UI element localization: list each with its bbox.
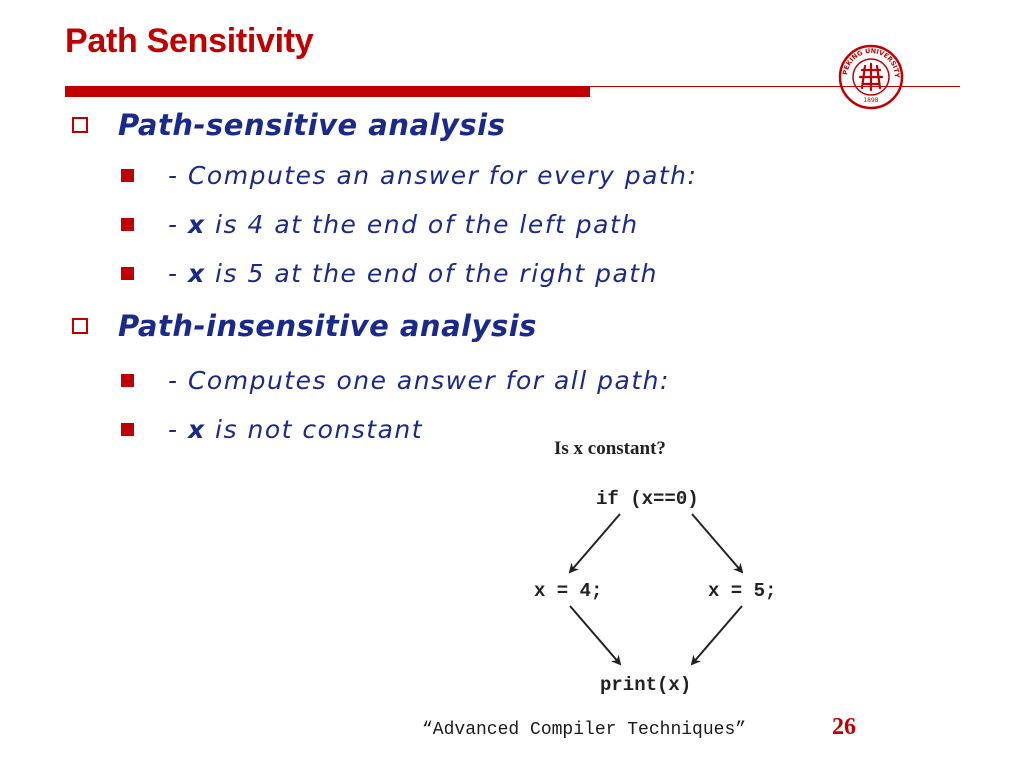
sub-bullet-text: is 5 at the end of the right path [205, 259, 658, 288]
filled-square-bullet-icon [121, 374, 134, 387]
if-statement: if (x==0) [596, 488, 699, 510]
filled-square-bullet-icon [121, 169, 134, 182]
print-statement: print(x) [600, 674, 692, 696]
university-seal-logo [838, 44, 904, 110]
bold-var: x [187, 210, 206, 239]
bullet-text: Path-sensitive analysis [118, 108, 506, 142]
page-number: 26 [832, 714, 856, 740]
title-underline-thick [65, 86, 590, 97]
arrow-right-to-print [692, 606, 742, 664]
hollow-square-bullet-icon [72, 318, 88, 334]
left-assignment: x = 4; [534, 580, 603, 602]
arrow-if-to-left [570, 514, 620, 572]
filled-square-bullet-icon [121, 423, 134, 436]
svg-text:1898: 1898 [863, 97, 879, 104]
svg-text:PEKING UNIVERSITY: PEKING UNIVERSITY [841, 46, 902, 78]
arrow-if-to-right [692, 514, 742, 572]
bullet-path-sensitive [72, 108, 505, 142]
title-underline-thin [590, 86, 960, 87]
dash: - [168, 210, 188, 239]
flow-arrows [520, 430, 820, 710]
sub-bullet-text: is 4 at the end of the left path [205, 210, 639, 239]
filled-square-bullet-icon [121, 218, 134, 231]
dash: - [168, 161, 188, 190]
dash: - [168, 366, 188, 395]
control-flow-figure [520, 430, 820, 710]
arrow-left-to-print [570, 606, 620, 664]
sub-bullet-text: Computes one answer for all path: [187, 366, 670, 395]
sub-bullet [121, 259, 658, 288]
sub-bullet [121, 366, 670, 395]
slide-title: Path Sensitivity [65, 22, 314, 60]
bullet-path-insensitive [72, 309, 537, 343]
sub-bullet [121, 415, 423, 444]
bullet-text: Path-insensitive analysis [118, 309, 537, 343]
dash: - [168, 259, 188, 288]
sub-bullet-text: is not constant [205, 415, 424, 444]
hollow-square-bullet-icon [72, 117, 88, 133]
sub-bullet [121, 210, 639, 239]
footer-course-title: “Advanced Compiler Techniques” [422, 720, 747, 740]
bold-var: x [187, 415, 206, 444]
dash: - [168, 415, 188, 444]
figure-title: Is x constant? [554, 438, 666, 459]
sub-bullet-text: Computes an answer for every path: [187, 161, 698, 190]
right-assignment: x = 5; [708, 580, 777, 602]
sub-bullet [121, 161, 697, 190]
filled-square-bullet-icon [121, 267, 134, 280]
bold-var: x [187, 259, 206, 288]
